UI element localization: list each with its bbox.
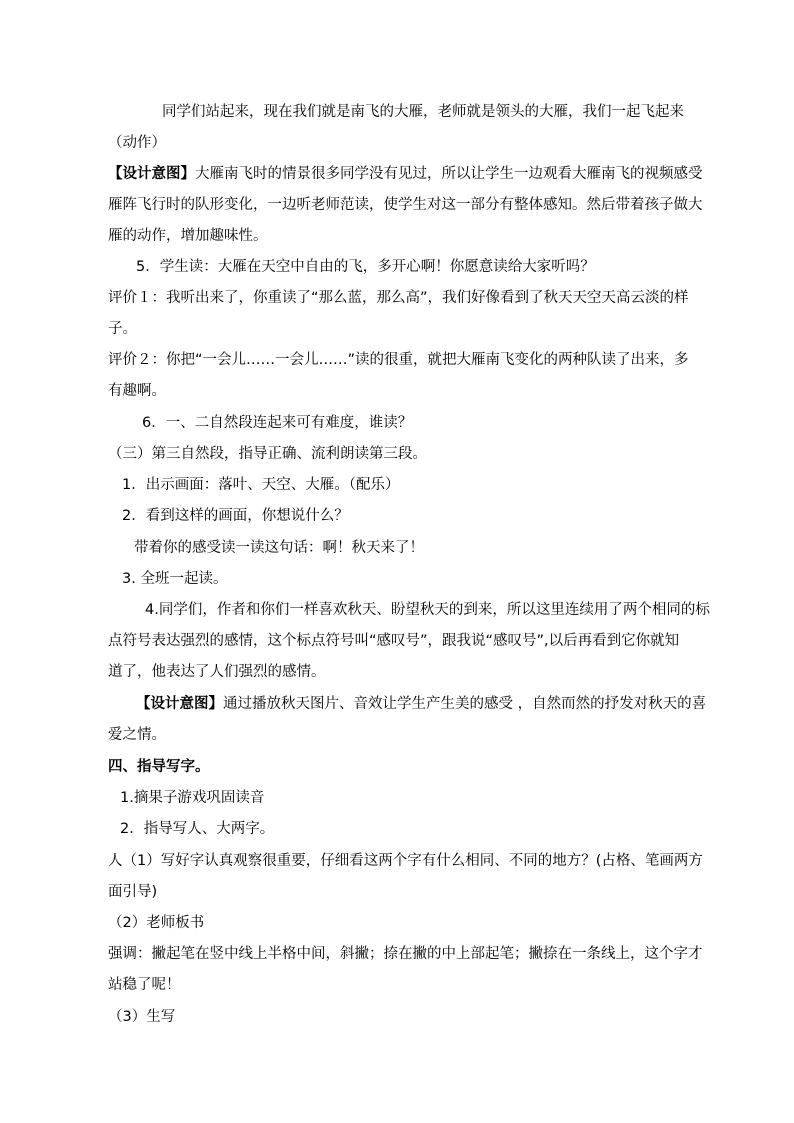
text-line-30: （3）生写	[108, 1009, 176, 1025]
text-line-2: （动作）	[108, 135, 166, 151]
text-line-12: （三）第三自然段，指导正确、流利朗读第三段。	[108, 446, 427, 462]
text-line-10: 有趣啊。	[108, 383, 166, 399]
text-line-20-body: 通过播放秋天图片、音效让学生产生美的感受 ，自然而然的抒发对秋天的喜	[223, 696, 707, 712]
text-line-4: 雁阵飞行时的队形变化，一边听老师范读，使学生对这一部分有整体感知。然后带着孩子做大	[108, 197, 703, 213]
text-line-6: 5．学生读：大雁在天空中自由的飞，多开心啊！你愿意读给大家听吗？	[136, 259, 595, 275]
text-line-13: 1．出示画面：落叶、天空、大雁。（配乐）	[122, 477, 400, 493]
text-line-3-body: 大雁南飞时的情景很多同学没有见过，所以让学生一边观看大雁南飞的视频感受	[195, 166, 703, 182]
text-line-16: 3. 全班一起读。	[122, 571, 228, 587]
text-line-27: （2）老师板书	[108, 915, 205, 931]
text-line-18: 点符号表达强烈的感情，这个标点符号叫“感叹号”，跟我说“感叹号”,以后再看到它你就知	[108, 633, 680, 649]
text-line-7: 评价１：我听出来了，你重读了“那么蓝，那么高”，我们好像看到了秋天天空天高云淡的样	[108, 290, 689, 306]
text-line-28: 强调：撇起笔在竖中线上半格中间，斜撇；捺在撇的中上部起笔；撇捺在一条线上，这个字才	[108, 946, 703, 962]
text-line-29: 站稳了呢！	[108, 977, 181, 993]
text-line-15: 带着你的感受读一读这句话：啊！秋天来了！	[134, 540, 424, 556]
text-line-11: 6．一、二自然段连起来可有难度，谁读？	[142, 415, 413, 431]
text-line-26: 面引导)	[108, 884, 158, 900]
design-intent-label: 【设计意图】	[108, 166, 195, 182]
text-line-14: 2．看到这样的画面，你想说什么？	[122, 508, 349, 524]
design-intent-label: 【设计意图】	[136, 696, 223, 712]
text-line-20	[136, 694, 706, 714]
text-line-9: 评价２：你把“一会儿……一会儿……”读的很重，就把大雁南飞变化的两种队读了出来，多	[108, 352, 689, 368]
text-line-8: 子。	[108, 321, 137, 337]
text-line-23: 1.摘果子游戏巩固读音	[120, 790, 265, 806]
section-heading: 四、指导写字。	[108, 759, 210, 775]
text-line-17: 4.同学们，作者和你们一样喜欢秋天、盼望秋天的到来，所以这里连续用了两个相同的标	[145, 602, 710, 618]
text-line-25: 人（1）写好字认真观察很重要，仔细看这两个字有什么相同、不同的地方？(占格、笔画两方	[108, 853, 703, 869]
text-line-24: 2．指导写人、大两字。	[120, 821, 275, 837]
text-line-21: 爱之情。	[108, 727, 166, 743]
text-line-5: 雁的动作，增加趣味性。	[108, 228, 268, 244]
text-line-19: 道了，他表达了人们强烈的感情。	[108, 664, 326, 680]
text-line-1: 同学们站起来，现在我们就是南飞的大雁，老师就是领头的大雁，我们一起飞起来	[162, 104, 684, 120]
text-line-3	[108, 164, 703, 184]
